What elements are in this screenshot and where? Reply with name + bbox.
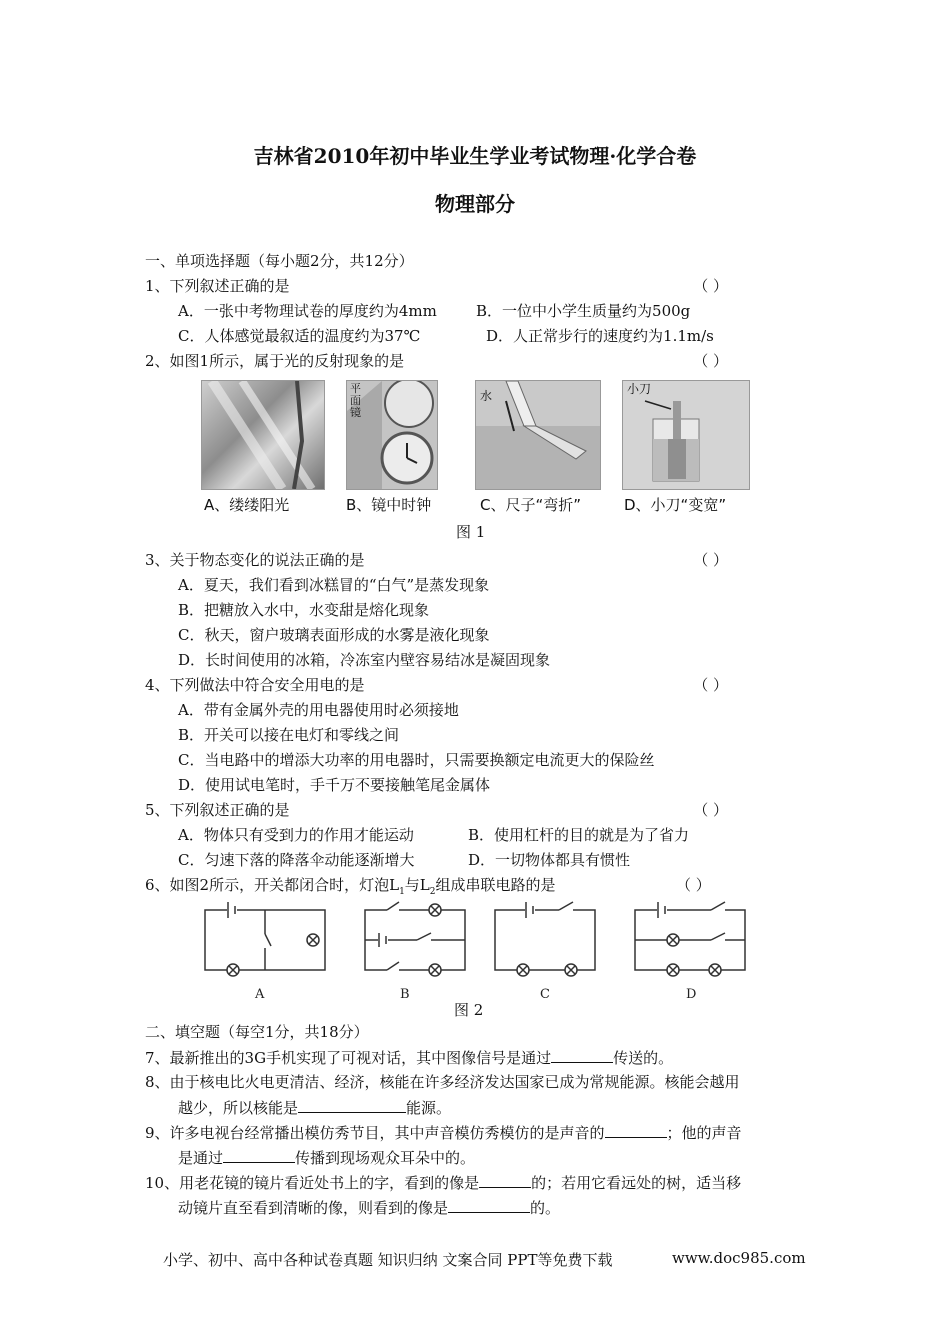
q2-stem: 2、如图1所示，属于光的反射现象的是 bbox=[145, 352, 405, 370]
q10-line2: 动镜片直至看到清晰的像，则看到的像是 的。 bbox=[178, 1199, 561, 1217]
photo-sunlight bbox=[201, 380, 325, 490]
circuit-diagrams bbox=[195, 898, 765, 1003]
q8-blank[interactable] bbox=[298, 1098, 406, 1113]
q1-option-b: B．一位中小学生质量约为500g bbox=[476, 302, 691, 320]
q5-stem: 5、下列叙述正确的是 bbox=[145, 801, 290, 819]
q3-option-b: B．把糖放入水中，水变甜是熔化现象 bbox=[178, 601, 430, 619]
circuit-label-c: C bbox=[540, 987, 550, 1002]
q1-option-c: C．人体感觉最叙适的温度约为37℃ bbox=[178, 327, 421, 345]
circuit-a bbox=[205, 902, 325, 976]
q3-option-d: D．长时间使用的冰箱，冷冻室内壁容易结冰是凝固现象 bbox=[178, 651, 551, 669]
q4-stem: 4、下列做法中符合安全用电的是 bbox=[145, 676, 365, 694]
caption-c: C、尺子“弯折” bbox=[480, 496, 582, 514]
q3-option-a: A．夏天，我们看到冰糕冒的“白气”是蒸发现象 bbox=[178, 576, 490, 594]
photo-ruler-in-water bbox=[475, 380, 601, 490]
circuit-label-d: D bbox=[686, 987, 697, 1002]
q9-blank-1[interactable] bbox=[605, 1123, 667, 1138]
answer-bracket: （ ） bbox=[693, 352, 728, 370]
q4-option-c: C．当电路中的增添大功率的用电器时，只需要换额定电流更大的保险丝 bbox=[178, 751, 655, 769]
photo-mirror-clock bbox=[346, 380, 438, 490]
ruler-illustration bbox=[476, 381, 600, 489]
section-1-heading: 一、单项选择题（每小题2分，共12分） bbox=[145, 252, 414, 270]
section-2-heading: 二、填空题（每空1分，共18分） bbox=[145, 1023, 369, 1041]
answer-bracket: （ ） bbox=[693, 676, 728, 694]
q7: 7、最新推出的3G手机实现了可视对话，其中图像信号是通过 传送的。 bbox=[145, 1049, 674, 1067]
figure-1-label: 图 1 bbox=[456, 523, 486, 541]
q4-option-a: A．带有金属外壳的用电器使用时必须接地 bbox=[178, 701, 459, 719]
q5-option-a: A．物体只有受到力的作用才能运动 bbox=[178, 826, 414, 844]
q8-line2: 越少，所以核能是 能源。 bbox=[178, 1099, 452, 1117]
water-label: 水 bbox=[480, 389, 493, 403]
exam-title: 吉林省2010年初中毕业生学业考试物理·化学合卷 bbox=[253, 144, 697, 168]
mirror-label: 平面镜 bbox=[350, 382, 361, 419]
section-title: 物理部分 bbox=[435, 192, 515, 216]
answer-bracket: （ ） bbox=[693, 801, 728, 819]
photo-knife-in-glass bbox=[622, 380, 750, 490]
q3-stem: 3、关于物态变化的说法正确的是 bbox=[145, 551, 365, 569]
caption-b: B、镜中时钟 bbox=[346, 496, 432, 514]
circuit-label-a: A bbox=[255, 987, 265, 1002]
caption-a: A、缕缕阳光 bbox=[204, 496, 290, 514]
circuit-d bbox=[635, 902, 745, 976]
q8-line1: 8、由于核电比火电更清洁、经济，核能在许多经济发达国家已成为常规能源。核能会越用 bbox=[145, 1073, 740, 1091]
q4-option-b: B．开关可以接在电灯和零线之间 bbox=[178, 726, 400, 744]
q9-line1: 9、许多电视台经常播出模仿秀节目，其中声音模仿秀模仿的是声音的 ；他的声音 bbox=[145, 1124, 742, 1142]
q4-option-d: D．使用试电笔时，手千万不要接触笔尾金属体 bbox=[178, 776, 491, 794]
footer-url[interactable]: www.doc985.com bbox=[672, 1249, 806, 1267]
figure-2-label: 图 2 bbox=[454, 1001, 484, 1019]
q1-option-d: D．人正常步行的速度约为1.1m/s bbox=[486, 327, 714, 345]
q3-option-c: C．秋天，窗户玻璃表面形成的水雾是液化现象 bbox=[178, 626, 490, 644]
knife-label: 小刀 bbox=[627, 382, 652, 396]
q10-line1: 10、用老花镜的镜片看近处书上的字，看到的像是 的；若用它看远处的树，适当移 bbox=[145, 1174, 742, 1192]
q6-stem: 6、如图2所示，开关都闭合时，灯泡$L_1$与$L_2$组成串联电路的是 bbox=[145, 876, 556, 897]
circuit-b bbox=[365, 902, 465, 976]
q1-option-a: A．一张中考物理试卷的厚度约为4mm bbox=[178, 302, 437, 320]
q9-blank-2[interactable] bbox=[223, 1148, 295, 1163]
q1-stem: 1、下列叙述正确的是 bbox=[145, 277, 290, 295]
answer-bracket: （ ） bbox=[693, 551, 728, 569]
q5-option-c: C．匀速下落的降落伞动能逐渐增大 bbox=[178, 851, 415, 869]
q9-line2: 是通过 传播到现场观众耳朵中的。 bbox=[178, 1149, 476, 1167]
q7-blank[interactable] bbox=[551, 1048, 613, 1063]
circuit-label-b: B bbox=[400, 987, 410, 1002]
answer-bracket: （ ） bbox=[676, 876, 711, 894]
q5-option-d: D．一切物体都具有惯性 bbox=[468, 851, 631, 869]
q10-blank-2[interactable] bbox=[448, 1198, 530, 1213]
caption-d: D、小刀“变宽” bbox=[624, 496, 727, 514]
glass-illustration bbox=[623, 381, 749, 489]
q10-blank-1[interactable] bbox=[479, 1173, 531, 1188]
footer-text: 小学、初中、高中各种试卷真题 知识归纳 文案合同 PPT等免费下载 bbox=[163, 1251, 613, 1269]
q5-option-b: B．使用杠杆的目的就是为了省力 bbox=[468, 826, 690, 844]
circuit-c bbox=[495, 902, 595, 976]
sunbeam-illustration bbox=[202, 381, 324, 489]
answer-bracket: （ ） bbox=[693, 277, 728, 295]
